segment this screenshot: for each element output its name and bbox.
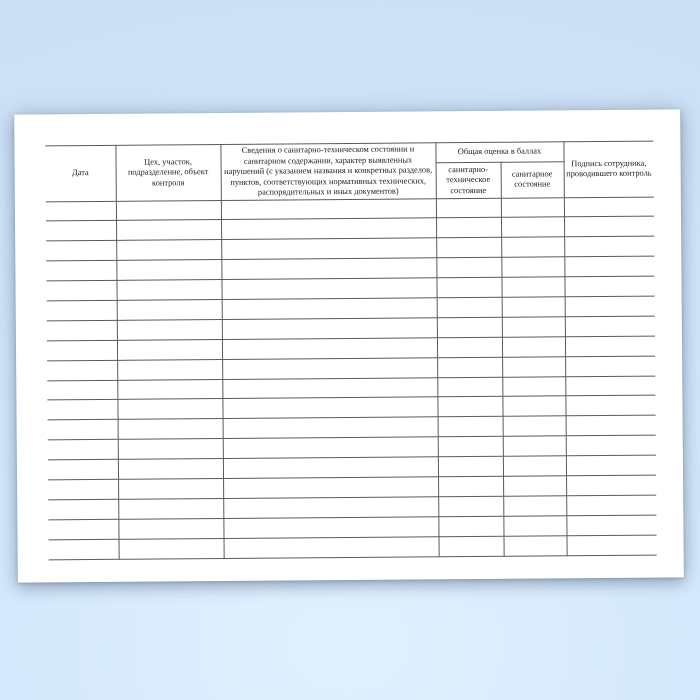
- paper-sheet: [14, 109, 684, 582]
- table-cell-details: [221, 218, 436, 240]
- header-score-sanitary: санитарное состояние: [501, 162, 564, 198]
- header-details: Сведения о санитарно-техническом состоянии и санитарном содержании, характер выявленных нарушений (с указанием названия и конкретных разделов, пунктов, соответствующих нормативных технических, распорядительных и иных документов): [220, 143, 435, 200]
- table-header: [45, 141, 653, 201]
- table-cell-unit: [116, 220, 221, 241]
- table-cell-score_tech: [437, 397, 502, 417]
- header-signature: Подпись сотрудника, проводившего контроль: [563, 141, 653, 197]
- table-cell-unit: [118, 439, 223, 460]
- table-cell-date: [46, 280, 116, 300]
- table-cell-details: [222, 377, 437, 399]
- table-cell-score_sanitary: [502, 317, 565, 337]
- table-cell-details: [223, 497, 438, 519]
- table-cell-score_tech: [437, 297, 502, 317]
- table-cell-date: [47, 380, 117, 400]
- table-cell-date: [47, 340, 117, 360]
- table-cell-score_sanitary: [502, 297, 565, 317]
- table-cell-score_tech: [438, 496, 503, 516]
- table-cell-date: [47, 400, 117, 420]
- table-cell-signature: [565, 396, 655, 417]
- table-cell-unit: [117, 359, 222, 380]
- table-cell-score_tech: [436, 238, 501, 258]
- table-cell-unit: [118, 498, 223, 519]
- table-cell-score_sanitary: [501, 217, 564, 237]
- table-cell-signature: [564, 216, 654, 237]
- table-cell-details: [223, 417, 438, 439]
- table-cell-score_tech: [438, 476, 503, 496]
- table-cell-score_sanitary: [503, 476, 566, 496]
- table-cell-date: [47, 320, 117, 340]
- header-score-tech: санитарно-техническое состояние: [436, 163, 501, 199]
- table-cell-signature: [566, 415, 656, 436]
- table-cell-date: [47, 360, 117, 380]
- header-score-group: Общая оценка в баллах: [435, 142, 563, 163]
- table-cell-details: [222, 357, 437, 379]
- table-cell-signature: [564, 276, 654, 297]
- table-cell-score_sanitary: [501, 197, 564, 217]
- table-cell-score_tech: [436, 218, 501, 238]
- table-cell-score_tech: [438, 417, 503, 437]
- table-cell-unit: [119, 538, 224, 559]
- table-cell-unit: [118, 518, 223, 539]
- table-cell-date: [47, 300, 117, 320]
- table-cell-score_sanitary: [501, 257, 564, 277]
- table-cell-details: [223, 477, 438, 499]
- table-cell-details: [221, 278, 436, 300]
- table-cell-unit: [117, 299, 222, 320]
- table-cell-date: [48, 440, 118, 460]
- table-cell-score_sanitary: [503, 436, 566, 456]
- table-cell-score_sanitary: [503, 416, 566, 436]
- table-cell-date: [48, 420, 118, 440]
- table-cell-details: [224, 536, 439, 558]
- table-cell-details: [223, 457, 438, 479]
- table-cell-signature: [566, 515, 656, 536]
- table-cell-score_sanitary: [502, 337, 565, 357]
- table-cell-details: [223, 517, 438, 539]
- table-cell-details: [221, 258, 436, 280]
- table-cell-score_sanitary: [502, 376, 565, 396]
- table-cell-unit: [116, 200, 221, 221]
- table-cell-score_tech: [438, 516, 503, 536]
- table-cell-details: [223, 437, 438, 459]
- table-row: [49, 535, 657, 560]
- table-body: [46, 197, 657, 560]
- header-unit: Цех, участок, подразделение, объект контроля: [115, 145, 220, 201]
- table-cell-signature: [566, 475, 656, 496]
- table-cell-score_sanitary: [501, 237, 564, 257]
- header-date: Дата: [45, 145, 115, 201]
- table-cell-details: [222, 298, 437, 320]
- table-cell-score_sanitary: [502, 356, 565, 376]
- table-cell-score_tech: [436, 257, 501, 277]
- table-cell-score_tech: [437, 377, 502, 397]
- table-cell-unit: [117, 379, 222, 400]
- table-cell-signature: [564, 236, 654, 257]
- table-cell-score_sanitary: [503, 496, 566, 516]
- table-cell-signature: [565, 356, 655, 377]
- table-cell-score_tech: [436, 277, 501, 297]
- table-cell-date: [46, 260, 116, 280]
- table-cell-date: [46, 241, 116, 261]
- table-cell-date: [46, 221, 116, 241]
- table-cell-details: [222, 338, 437, 360]
- table-cell-date: [48, 519, 118, 539]
- table-cell-score_sanitary: [503, 535, 566, 555]
- table-cell-score_tech: [438, 436, 503, 456]
- table-cell-details: [222, 397, 437, 419]
- table-cell-score_tech: [437, 337, 502, 357]
- table-cell-signature: [566, 455, 656, 476]
- table-cell-date: [48, 459, 118, 479]
- table-cell-signature: [565, 316, 655, 337]
- table-cell-score_tech: [437, 357, 502, 377]
- table-cell-score_tech: [437, 317, 502, 337]
- table-cell-date: [48, 479, 118, 499]
- table-cell-date: [46, 201, 116, 221]
- table-cell-score_sanitary: [501, 277, 564, 297]
- table-cell-score_sanitary: [502, 396, 565, 416]
- table-cell-unit: [116, 260, 221, 281]
- table-cell-signature: [567, 535, 657, 556]
- table-cell-unit: [118, 459, 223, 480]
- table-cell-unit: [117, 339, 222, 360]
- table-cell-unit: [118, 419, 223, 440]
- table-cell-signature: [566, 435, 656, 456]
- table-cell-unit: [117, 399, 222, 420]
- table-cell-date: [49, 539, 119, 559]
- table-cell-score_tech: [438, 456, 503, 476]
- table-cell-date: [48, 499, 118, 519]
- table-cell-score_sanitary: [503, 456, 566, 476]
- table-cell-score_tech: [438, 536, 503, 556]
- table-cell-details: [221, 238, 436, 260]
- table-cell-signature: [564, 197, 654, 218]
- table-cell-unit: [118, 478, 223, 499]
- table-cell-unit: [116, 280, 221, 301]
- table-cell-signature: [564, 256, 654, 277]
- table-cell-signature: [565, 336, 655, 357]
- table-cell-score_tech: [436, 198, 501, 218]
- table-cell-unit: [116, 240, 221, 261]
- table-cell-signature: [566, 495, 656, 516]
- table-cell-details: [222, 318, 437, 340]
- table-cell-details: [221, 198, 436, 220]
- table-cell-score_sanitary: [503, 516, 566, 536]
- table-cell-signature: [565, 376, 655, 397]
- sanitary-control-journal-table: [45, 141, 656, 560]
- table-cell-unit: [117, 319, 222, 340]
- table-cell-signature: [565, 296, 655, 317]
